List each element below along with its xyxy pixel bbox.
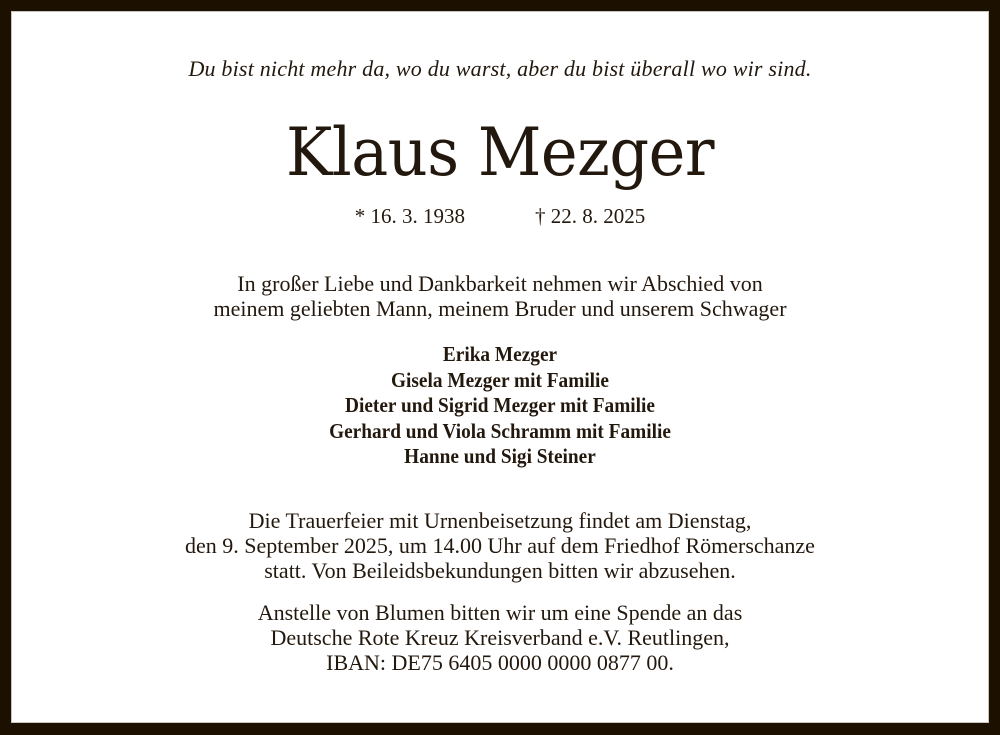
motto-quote: Du bist nicht mehr da, wo du warst, aber du bist überall wo wir sind.	[188, 56, 812, 81]
intro-line: In großer Liebe und Dankbarkeit nehmen wir Abschied von	[237, 271, 763, 296]
donation-line: Deutsche Rote Kreuz Kreisverband e.V. Reutlingen,	[270, 625, 730, 650]
mourner-entry: Gerhard und Viola Schramm mit Familie	[329, 418, 671, 443]
mourner-entry: Hanne und Sigi Steiner	[404, 444, 596, 468]
ceremony-line: Die Trauerfeier mit Urnenbeisetzung findet am Dienstag,	[248, 508, 752, 533]
life-dates	[11, 204, 989, 229]
intro-line: meinem geliebten Mann, meinem Bruder und unserem Schwager	[213, 296, 787, 321]
mourners-list	[50, 342, 950, 470]
ceremony-line: den 9. September 2025, um 14.00 Uhr auf dem Friedhof Römerschanze	[185, 533, 815, 558]
donation-line: Anstelle von Blumen bitten wir um eine Spende an das	[257, 600, 743, 625]
donation-iban: IBAN: DE75 6405 0000 0000 0877 00.	[326, 650, 674, 675]
ceremony-line: statt. Von Beileidsbekundungen bitten wir abzusehen.	[264, 558, 736, 583]
mourner-entry: Gisela Mezger mit Familie	[391, 367, 609, 392]
mourner-entry: Erika Mezger	[442, 342, 558, 366]
mourner-entry: Dieter und Sigrid Mezger mit Familie	[345, 393, 655, 417]
deceased-name: Klaus Mezger	[285, 114, 715, 191]
death-date: † 22. 8. 2025	[535, 204, 646, 228]
birth-date: * 16. 3. 1938	[354, 204, 465, 228]
ceremony-paragraph	[11, 508, 989, 583]
intro-paragraph	[11, 271, 989, 321]
obituary-notice	[11, 11, 989, 723]
donation-paragraph	[11, 600, 989, 675]
